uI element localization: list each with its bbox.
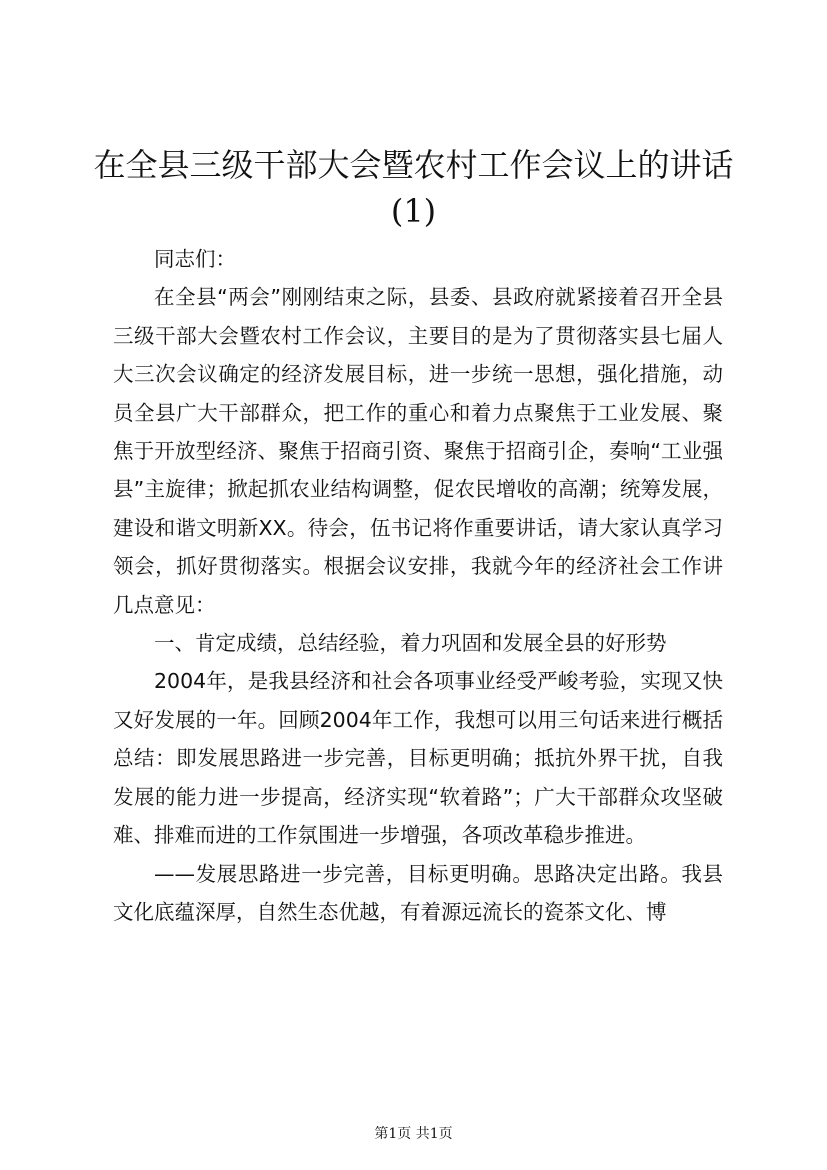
document-title: 在全县三级干部大会暨农村工作会议上的讲话(1)	[93, 146, 734, 230]
review-paragraph: 2004年，是我县经济和社会各项事业经受严峻考验，实现又快又好发展的一年。回顾2004年工作，我想可以用三句话来进行概括总结：即发展思路进一步完善，目标更明确；抵抗外界干扰，自我发展的能力进一步提高，经济实现“软着路”；广大干部群众攻坚破难、排难而进的工作氛围进一步增强，各项改革稳步推进。	[113, 669, 723, 848]
salutation-paragraph: 同志们：	[154, 247, 236, 271]
development-paragraph: ——发展思路进一步完善，目标更明确。思路决定出路。我县文化底蕴深厚，自然生态优越，有着源远流长的瓷茶文化、博	[113, 861, 723, 924]
section-heading-paragraph: 一、肯定成绩，总结经验，着力巩固和发展全县的好形势	[154, 631, 667, 656]
page-footer: 第1页 共1页	[374, 1126, 453, 1142]
intro-paragraph: 在全县“两会”刚刚结束之际，县委、县政府就紧接着召开全县三级干部大会暨农村工作会议，主要目的是为了贯彻落实县七届人大三次会议确定的经济发展目标，进一步统一思想，强化措施，动员全县广大干部群众，把工作的重心和着力点聚焦于工业发展、聚焦于开放型经济、聚焦于招商引资、聚焦于招商引企，奏响“工业强县”主旋律；掀起抓农业结构调整，促农民增收的高潮；统筹发展，建设和谐文明新XX。待会，伍书记将作重要讲话，请大家认真学习领会，抓好贯彻落实。根据会议安排，我就今年的经济社会工作讲几点意见：	[113, 285, 723, 617]
document-body	[113, 240, 723, 931]
